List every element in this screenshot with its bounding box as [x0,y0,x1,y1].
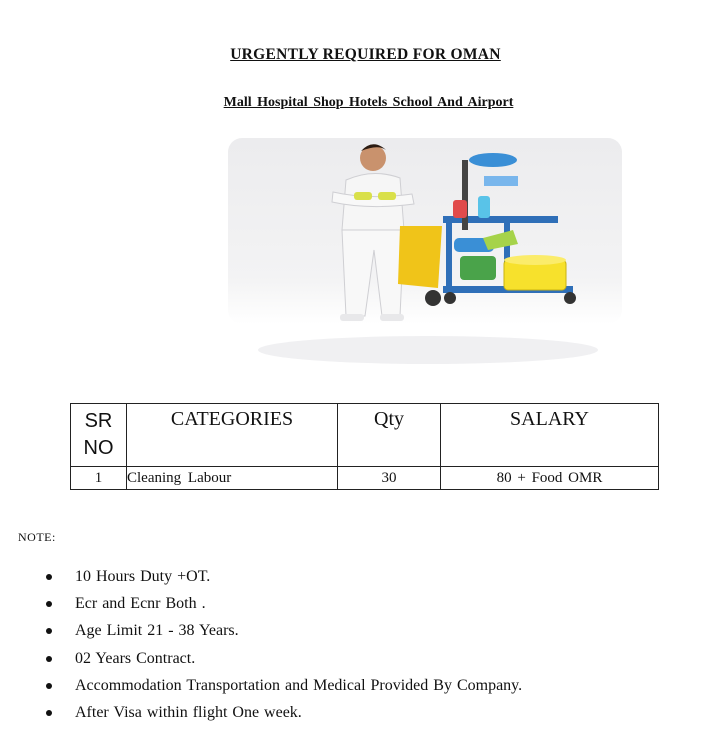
note-text: 02 Years Contract. [75,649,196,667]
note-text: 10 Hours Duty +OT. [75,568,211,585]
list-item [40,593,522,620]
note-label: NOTE: [18,530,56,544]
list-item [40,620,522,647]
note-text: After Visa within flight One week. [75,703,302,721]
header-qty: Qty [338,404,441,467]
list-item [40,675,522,702]
list-item [40,648,522,675]
list-item [40,702,522,729]
job-table [70,403,659,490]
page-title: URGENTLY REQUIRED FOR OMAN [230,46,501,63]
bullet-icon [46,601,52,607]
page-subtitle: Mall Hospital Shop Hotels School And Airport [223,95,514,110]
table-row [71,467,659,490]
cell-qty: 30 [338,467,441,490]
table-header-row [71,404,659,467]
cleaning-worker-photo [228,138,622,374]
note-text: Age Limit 21 - 38 Years. [75,622,239,640]
bullet-icon [46,656,52,662]
note-text: Accommodation Transportation and Medical Provided By Company. [75,676,523,694]
bullet-icon [46,710,52,716]
bullet-icon [46,574,52,580]
header-sr-no: SR NO [71,404,127,467]
list-item [40,566,522,593]
cell-category: Cleaning Labour [127,467,338,490]
bullet-icon [46,628,52,634]
header-categories: CATEGORIES [127,404,338,467]
note-list [40,566,522,729]
bullet-icon [46,683,52,689]
header-salary: SALARY [441,404,659,467]
note-text: Ecr and Ecnr Both . [75,595,206,613]
cell-salary: 80 + Food OMR [441,467,659,490]
cell-sr: 1 [71,467,127,490]
